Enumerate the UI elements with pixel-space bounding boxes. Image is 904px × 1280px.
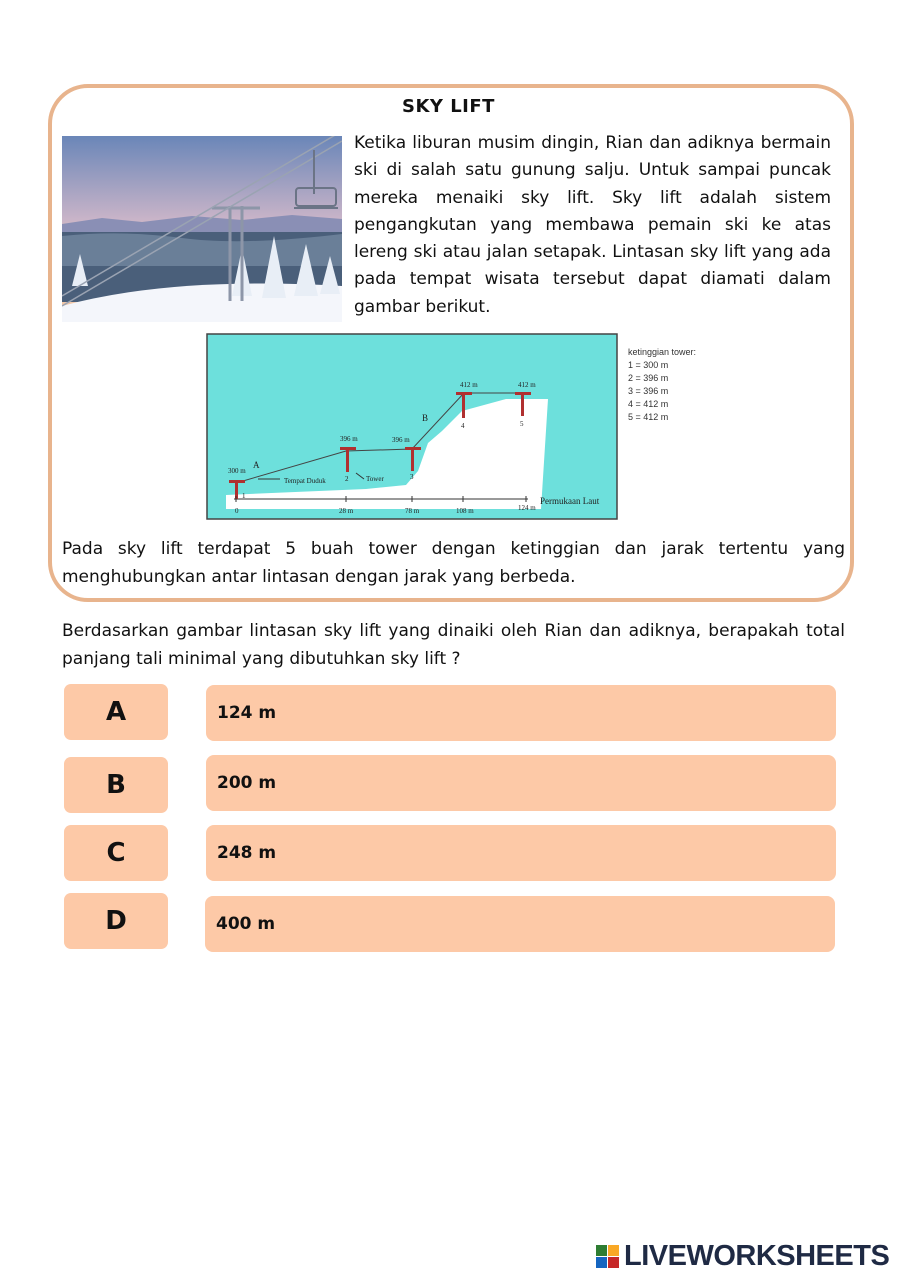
tower-height-3: 396 m xyxy=(392,436,410,444)
brand-name: LIVEWORKSHEETS xyxy=(624,1240,890,1272)
legend-title: ketinggian tower: xyxy=(628,347,697,357)
option-letter-d[interactable]: D xyxy=(64,893,168,949)
distance-28: 28 m xyxy=(339,507,354,515)
option-answer-d[interactable]: 400 m xyxy=(205,896,835,952)
distance-108: 108 m xyxy=(456,507,474,515)
option-letter-a[interactable]: A xyxy=(64,684,168,740)
summary-paragraph: Pada sky lift terdapat 5 buah tower dengan ketinggian dan jarak tertentu yang menghubungkan antar lintasan dengan jarak yang berbeda. xyxy=(62,539,845,587)
tower-number-4: 4 xyxy=(461,422,465,430)
tower-height-5: 412 m xyxy=(518,381,536,389)
legend-item: 4 = 412 m xyxy=(628,399,669,409)
option-answer-b[interactable]: 200 m xyxy=(206,755,836,811)
liveworksheets-logo-icon xyxy=(596,1245,620,1269)
legend-item: 5 = 412 m xyxy=(628,412,669,422)
tower-number-2: 2 xyxy=(345,475,349,483)
tower-number-1: 1 xyxy=(242,492,246,500)
point-a-label: A xyxy=(253,460,260,470)
tower-number-3: 3 xyxy=(410,473,414,481)
ski-lift-photo xyxy=(62,136,342,322)
intro-paragraph: Ketika liburan musim dingin, Rian dan adiknya bermain ski di salah satu gunung salju. Untuk sampai puncak mereka menaiki sky lift. Sky lift adalah sistem pengangkutan yang membawa pemain ski ke atas lereng ski atau jalan setapak. Lintasan sky lift yang ada pada tempat wisata tersebut dapat diamati dalam gambar berikut. xyxy=(354,133,831,317)
legend-item: 2 = 396 m xyxy=(628,373,669,383)
option-letter-b[interactable]: B xyxy=(64,757,168,813)
tower-number-5: 5 xyxy=(520,420,524,428)
option-answer-c[interactable]: 248 m xyxy=(206,825,836,881)
legend-item: 1 = 300 m xyxy=(628,360,669,370)
sea-level-label: Permukaan Laut xyxy=(540,496,600,506)
tower-height-legend xyxy=(628,346,696,424)
distance-78: 78 m xyxy=(405,507,420,515)
sky-lift-diagram xyxy=(206,333,618,520)
tower-label: Tower xyxy=(366,475,384,483)
distance-124: 124 m xyxy=(518,504,536,512)
tower-height-2: 396 m xyxy=(340,435,358,443)
distance-0: 0 xyxy=(235,507,239,515)
option-answer-a[interactable]: 124 m xyxy=(206,685,836,741)
brand-footer xyxy=(596,1240,889,1273)
point-b-label: B xyxy=(422,413,429,423)
tower-height-1: 300 m xyxy=(228,467,246,475)
question-text: Berdasarkan gambar lintasan sky lift yang dinaiki oleh Rian dan adiknya, berapakah total panjang tali minimal yang dibutuhkan sky lift ? xyxy=(62,621,845,669)
tower-height-4: 412 m xyxy=(460,381,478,389)
page-title: SKY LIFT xyxy=(402,96,495,117)
option-letter-c[interactable]: C xyxy=(64,825,168,881)
legend-item: 3 = 396 m xyxy=(628,386,669,396)
seat-label: Tempat Duduk xyxy=(284,477,326,485)
